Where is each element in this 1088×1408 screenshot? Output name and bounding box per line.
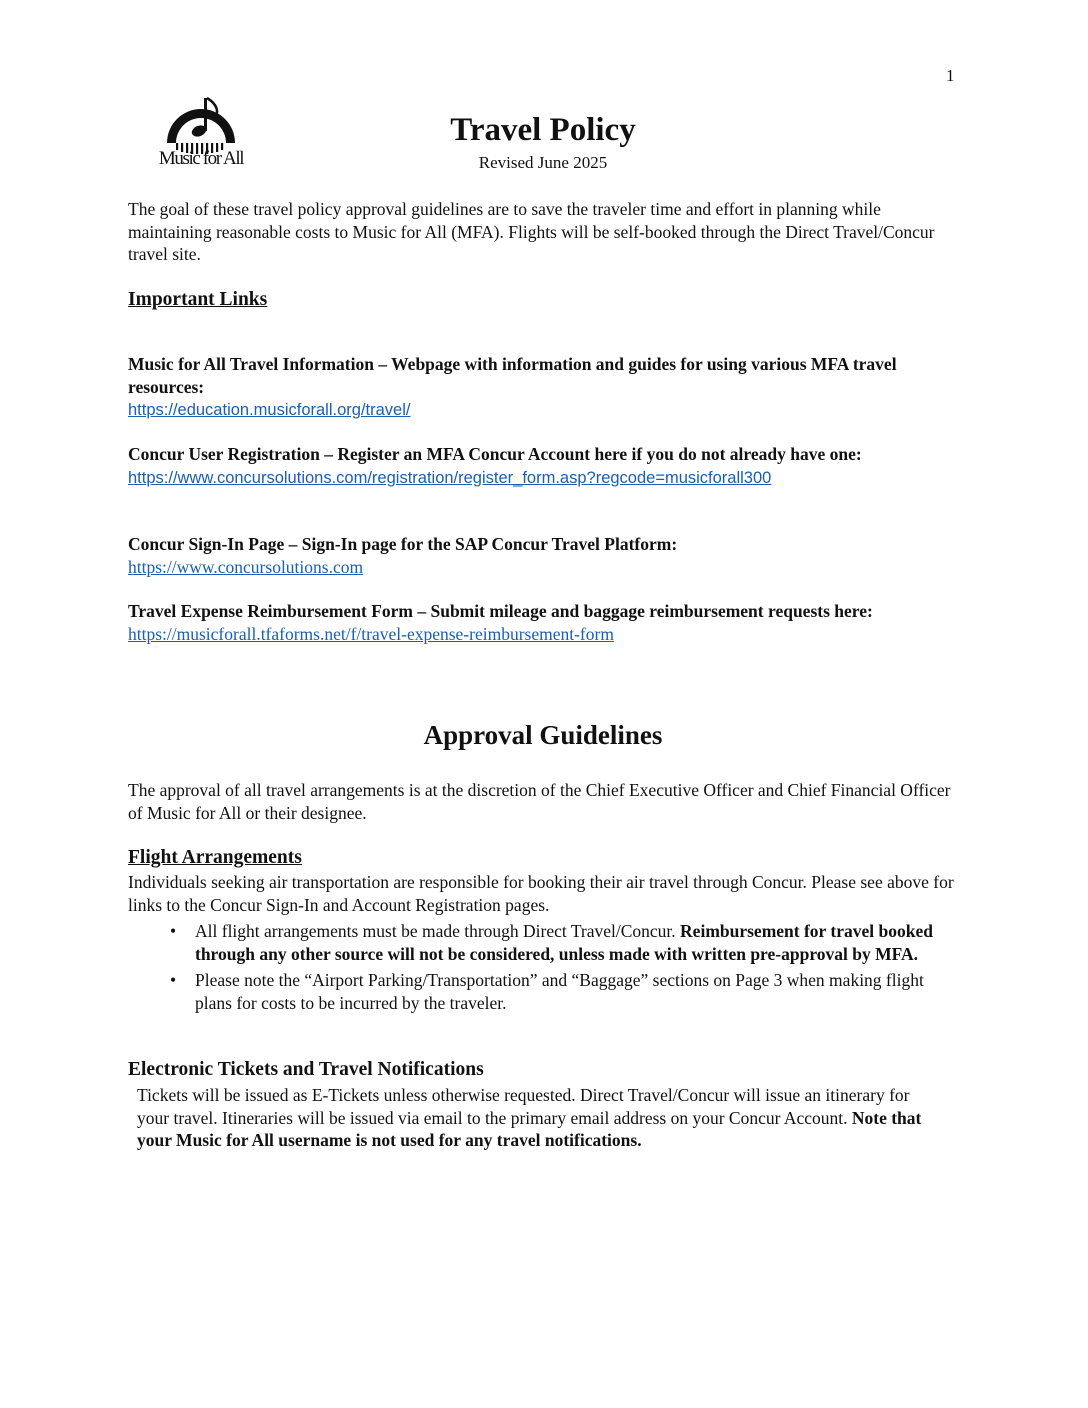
- intro-paragraph: The goal of these travel policy approval guidelines are to save the traveler time and effort in planning while maintaining reasonable costs to Music for All (MFA). Flights will be self-booked through the Direct Travel/Concur travel site.: [128, 199, 935, 264]
- music-for-all-logo: [140, 95, 262, 175]
- bullet-icon: •: [170, 921, 177, 941]
- flight-bullet-list: [128, 920, 958, 1018]
- important-links-heading: Important Links: [128, 289, 268, 310]
- link-label: Concur Sign-In Page – Sign-In page for the SAP Concur Travel Platform:: [128, 534, 678, 554]
- link-entry-concur-registration: [128, 443, 958, 489]
- flight-paragraph: Individuals seeking air transportation are responsible for booking their air travel through Concur. Please see above for links to the Concur Sign-In and Account Registration pages.: [128, 872, 954, 915]
- link-entry-travel-info: [128, 353, 958, 422]
- link-entry-expense-form: [128, 600, 958, 645]
- list-item: [128, 920, 958, 965]
- link-label: Music for All Travel Information – Webpage with information and guides for using various MFA travel resources:: [128, 354, 897, 397]
- list-item: [128, 969, 958, 1014]
- page-title: Travel Policy: [450, 112, 636, 148]
- travel-info-link[interactable]: https://education.musicforall.org/travel/: [128, 401, 411, 419]
- link-label: Concur User Registration – Register an MFA Concur Account here if you do not already have one:: [128, 444, 862, 464]
- approval-guidelines-heading: Approval Guidelines: [423, 720, 663, 750]
- page-number: 1: [946, 66, 955, 85]
- bullet-icon: •: [170, 970, 177, 990]
- tickets-text: Tickets will be issued as E-Tickets unless otherwise requested. Direct Travel/Concur will issue an itinerary for your travel. Itineraries will be issued via email to the primary email address on your Concur Account.: [137, 1085, 910, 1128]
- link-entry-concur-signin: [128, 533, 958, 578]
- concur-registration-link[interactable]: https://www.concursolutions.com/registration/register_form.asp?regcode=musicforall300: [128, 468, 772, 487]
- tickets-heading: Electronic Tickets and Travel Notifications: [128, 1059, 484, 1080]
- concur-signin-link[interactable]: https://www.concursolutions.com: [128, 556, 364, 577]
- expense-form-link[interactable]: https://musicforall.tfaforms.net/f/travel-expense-reimbursement-form: [128, 623, 614, 644]
- tickets-bold-text: Note that your Music for All username is not used for any travel notifications.: [137, 1107, 922, 1150]
- logo-emblem: [140, 95, 262, 155]
- approval-paragraph: The approval of all travel arrangements is at the discretion of the Chief Executive Officer and Chief Financial Officer of Music for All or their designee.: [128, 780, 951, 823]
- logo-wordmark: Music for All: [158, 148, 244, 169]
- bullet-text: All flight arrangements must be made through Direct Travel/Concur.: [195, 921, 676, 941]
- bullet-bold-text: Reimbursement for travel booked through any other source will not be considered, unless made with written pre-approval by MFA.: [195, 921, 933, 964]
- revision-date: Revised June 2025: [478, 153, 608, 172]
- flight-arrangements-heading: Flight Arrangements: [128, 847, 302, 868]
- link-label: Travel Expense Reimbursement Form – Submit mileage and baggage reimbursement requests here:: [128, 601, 873, 621]
- bullet-text: Please note the “Airport Parking/Transportation” and “Baggage” sections on Page 3 when making flight plans for costs to be incurred by the traveler.: [195, 970, 924, 1013]
- tickets-paragraph: [137, 1084, 937, 1152]
